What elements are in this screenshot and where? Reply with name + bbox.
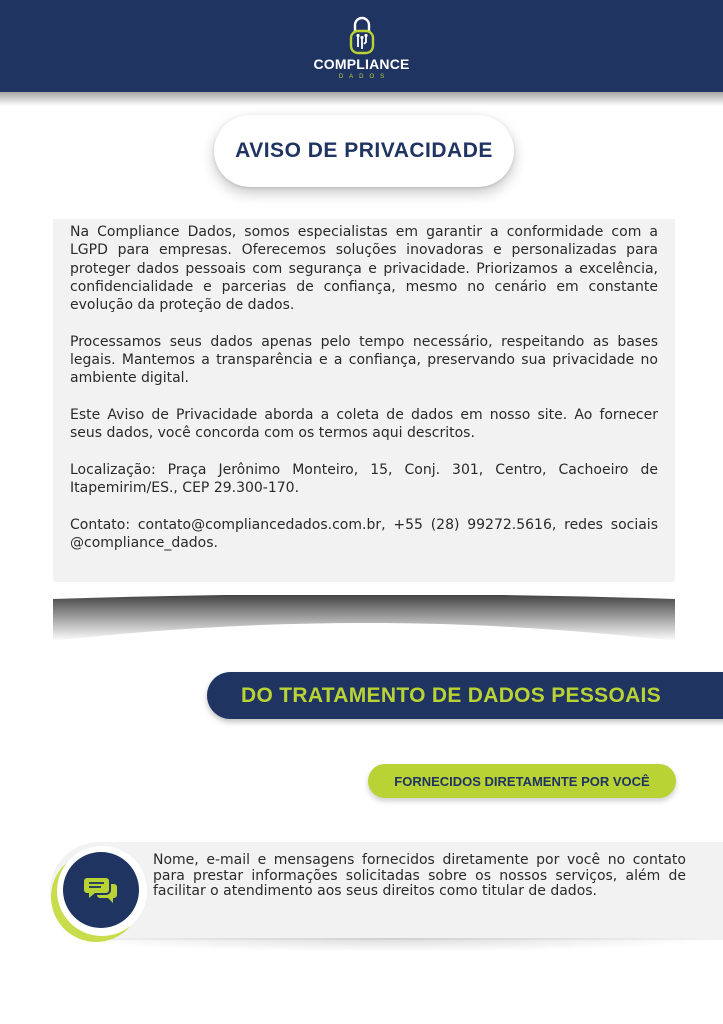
- header-bar: [0, 0, 723, 92]
- brand-logo: [0, 14, 723, 80]
- chat-bubbles-icon: [84, 875, 118, 905]
- intro-panel: [53, 219, 675, 582]
- intro-paragraph-location: Localização: Praça Jerônimo Monteiro, 15, Conj. 301, Centro, Cachoeiro de Itapemirim/ES., CEP 29.300-170.: [70, 461, 658, 497]
- curved-shadow-divider: [53, 595, 675, 645]
- section-subtitle: FORNECIDOS DIRETAMENTE POR VOCÊ: [368, 764, 676, 798]
- intro-paragraph-about: Na Compliance Dados, somos especialistas em garantir a conformidade com a LGPD para empresas. Oferecemos soluções inovadoras e personalizadas para proteger dados pessoais com segurança e privacidade. Priorizamos a excelência, confidencialidade e parcerias de confiança, mesmo no cenário em constante evolução da proteção de dados.: [70, 224, 658, 314]
- info-card-text: Nome, e-mail e mensagens fornecidos diretamente por você no contato para prestar informações solicitadas sobre os nossos serviços, além de facilitar o atendimento aos seus direitos como titular de dados.: [153, 852, 686, 899]
- page-title: AVISO DE PRIVACIDADE: [214, 115, 514, 187]
- padlock-circuit-icon: [347, 14, 377, 56]
- info-card-shadow: [62, 938, 723, 952]
- intro-paragraph-contact: Contato: contato@compliancedados.com.br, +55 (28) 99272.5616, redes sociais @compliance_dados.: [70, 516, 658, 552]
- section-title: DO TRATAMENTO DE DADOS PESSOAIS: [207, 672, 723, 719]
- intro-paragraph-processing: Processamos seus dados apenas pelo tempo necessário, respeitando as bases legais. Mantemos a transparência e a confiança, preservando sua privacidade no ambiente digital.: [70, 333, 658, 387]
- header-shadow: [0, 92, 723, 106]
- icon-badge: [63, 852, 139, 928]
- brand-name: COMPLIANCE: [313, 56, 410, 72]
- intro-paragraph-scope: Este Aviso de Privacidade aborda a coleta de dados em nosso site. Ao fornecer seus dados, você concorda com os termos aqui descritos.: [70, 406, 658, 442]
- brand-subtitle: DADOS: [338, 74, 391, 80]
